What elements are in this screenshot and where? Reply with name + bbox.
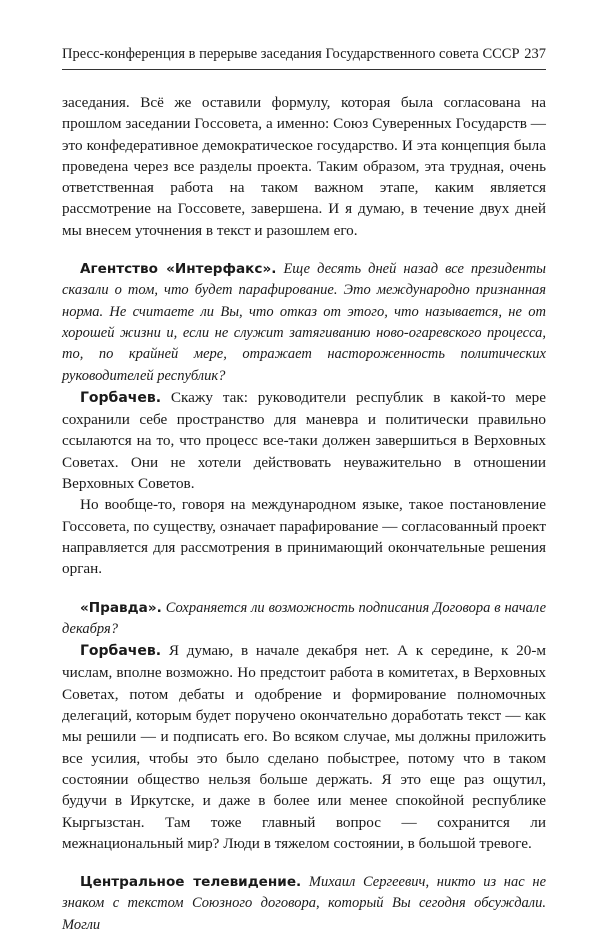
question-interfax bbox=[62, 259, 546, 387]
running-header bbox=[62, 42, 546, 66]
speaker-central-tv: Центральное телевидение. bbox=[80, 874, 302, 891]
answer-gorbachev bbox=[62, 640, 546, 854]
section-gap bbox=[62, 580, 546, 598]
page-number: 237 bbox=[524, 46, 546, 62]
answer-text: Я думаю, в начале декабря нет. А к середине, к 20-м числам, вполне возможно. Но предстоит работа в комитетах, в Верховных Советах, потом дебаты и одобрение и формирование полномочных делегаций, которым будет поручено окончательно доработать текст — как мы решили — и подписать его. Во всяком случае, мы должны приложить все усилия, чтобы это было сделано побыстрее, потому что в таком состоянии общество нельзя больше держать. Я это еще раз ощутил, будучи в Иркутске, и даже в более или менее спокойной республике Кыргызстан. Там тоже главный вопрос — сохранится ли межнациональный мир? Люди в тяжелом состоянии, в большой тревоге. bbox=[62, 642, 547, 852]
speaker-pravda: «Правда». bbox=[80, 599, 162, 616]
section-gap bbox=[62, 854, 546, 872]
question-central-tv bbox=[62, 872, 546, 936]
question-text: Еще десять дней назад все президенты сказали о том, что будет парафирование. Это международно признанная норма. Не считаете ли Вы, что отказ от этого, что называется, не от хорошей жизни и, если не служит затягиванию ново-огаревского процесса, то, по крайней мере, отражает настороженность политических руководителей республик? bbox=[62, 261, 547, 384]
question-pravda bbox=[62, 598, 546, 641]
answer-gorbachev bbox=[62, 387, 546, 494]
body-text bbox=[62, 92, 546, 936]
answer-continuation: Но вообще-то, говоря на международном языке, такое постановление Госсовета, по существу, означает парафирование — согласованный проект направляется для рассмотрения в принимающий окончательные решения орган. bbox=[62, 496, 546, 578]
header-rule bbox=[62, 69, 546, 70]
running-header-title: Пресс-конференция в перерыве заседания Государственного совета СССР bbox=[62, 46, 520, 62]
answer-text: Скажу так: руководители республик в какой-то мере сохранили себе пространство для маневра и политически правильно ссылаются на то, что процесс все-таки должен завершиться в Верховных Советах. Они не хотели действовать неуважительно в отношении Верховных Советов. bbox=[62, 388, 546, 493]
question-text: Сохраняется ли возможность подписания Договора в начале декабря? bbox=[62, 599, 546, 637]
section-gap bbox=[62, 241, 546, 259]
speaker-interfax: Агентство «Интерфакс». bbox=[80, 261, 277, 278]
speaker-gorbachev: Горбачев. bbox=[80, 389, 162, 406]
paragraph-continuation: заседания. Всё же оставили формулу, которая была согласована на прошлом заседании Госсовета, а именно: Союз Суверенных Государств — это конфедеративное демократическое государство. И эта концепция была проведена через все разделы проекта. Таким образом, эта трудная, очень ответственная работа на таком важном этапе, каким является рассмотрение на Госсовете, завершена. И я думаю, в течение двух дней мы внесем уточнения в текст и разошлем его. bbox=[62, 94, 546, 239]
speaker-gorbachev: Горбачев. bbox=[80, 643, 162, 660]
question-text: Михаил Сергеевич, никто из нас не знаком с текстом Союзного договора, который Вы сегодня обсуждали. Могли bbox=[62, 874, 547, 933]
